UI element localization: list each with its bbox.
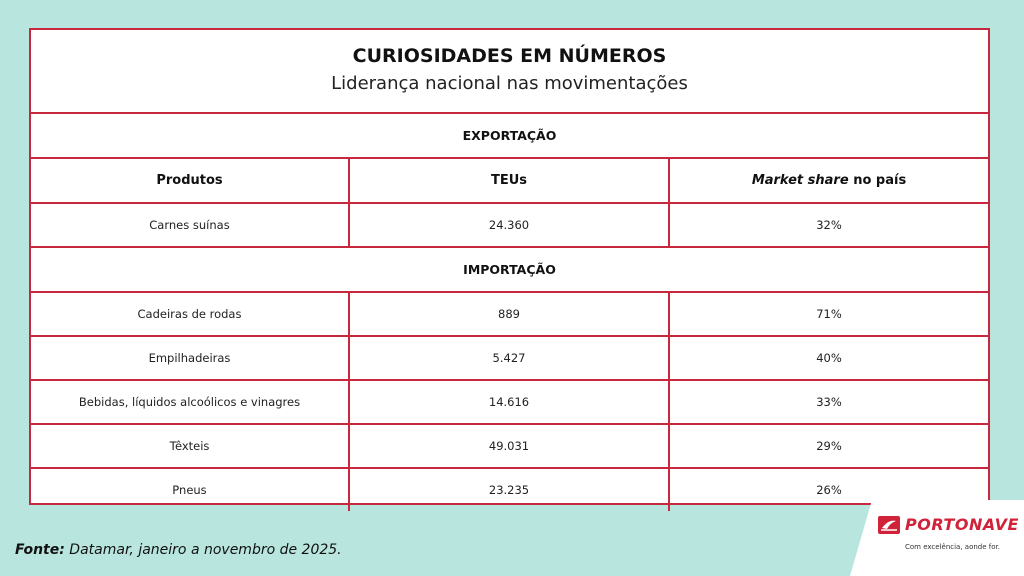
cell-product: Têxteis — [31, 425, 350, 467]
page-subtitle: Liderança nacional nas movimentações — [331, 73, 688, 94]
table-header-row — [31, 159, 988, 204]
cell-teus: 23.235 — [350, 469, 670, 511]
cell-share: 26% — [816, 483, 842, 497]
table-row — [31, 337, 988, 381]
brand-logo: PORTONAVE — [905, 515, 1019, 534]
table-row — [31, 425, 988, 469]
table-row — [31, 469, 988, 511]
source-text: Datamar, janeiro a novembro de 2025. — [64, 542, 342, 558]
table-row — [31, 293, 988, 337]
cell-product: Bebidas, líquidos alcoólicos e vinagres — [31, 381, 350, 423]
ship-sail-icon — [878, 516, 900, 534]
cell-teus: 889 — [350, 293, 670, 335]
brand-tagline: Com excelência, aonde for. — [905, 543, 1000, 551]
cell-teus: 5.427 — [350, 337, 670, 379]
cell-share: 71% — [816, 307, 842, 321]
col-header-product: Produtos — [31, 159, 350, 202]
cell-share: 32% — [816, 218, 842, 232]
cell-product: Pneus — [31, 469, 350, 511]
cell-product: Cadeiras de rodas — [31, 293, 350, 335]
page-title: CURIOSIDADES EM NÚMEROS — [352, 45, 667, 67]
cell-share: 29% — [816, 439, 842, 453]
table-row — [31, 204, 988, 248]
cell-teus: 49.031 — [350, 425, 670, 467]
cell-teus: 14.616 — [350, 381, 670, 423]
title-block — [31, 30, 988, 114]
section-import: IMPORTAÇÃO — [31, 248, 988, 293]
cell-share: 40% — [816, 351, 842, 365]
data-card — [29, 28, 990, 505]
logo-background — [850, 500, 1024, 576]
cell-teus: 24.360 — [350, 204, 670, 246]
cell-product: Empilhadeiras — [31, 337, 350, 379]
col-header-teus: TEUs — [350, 159, 670, 202]
source-label: Fonte: — [15, 542, 65, 558]
source-note — [15, 542, 342, 558]
col-header-share-rest: no país — [848, 173, 907, 188]
cell-share: 33% — [816, 395, 842, 409]
col-header-share-italic: Market share — [751, 173, 849, 188]
section-export: EXPORTAÇÃO — [31, 114, 988, 159]
table-row — [31, 381, 988, 425]
col-header-share — [670, 159, 988, 202]
cell-product: Carnes suínas — [31, 204, 350, 246]
